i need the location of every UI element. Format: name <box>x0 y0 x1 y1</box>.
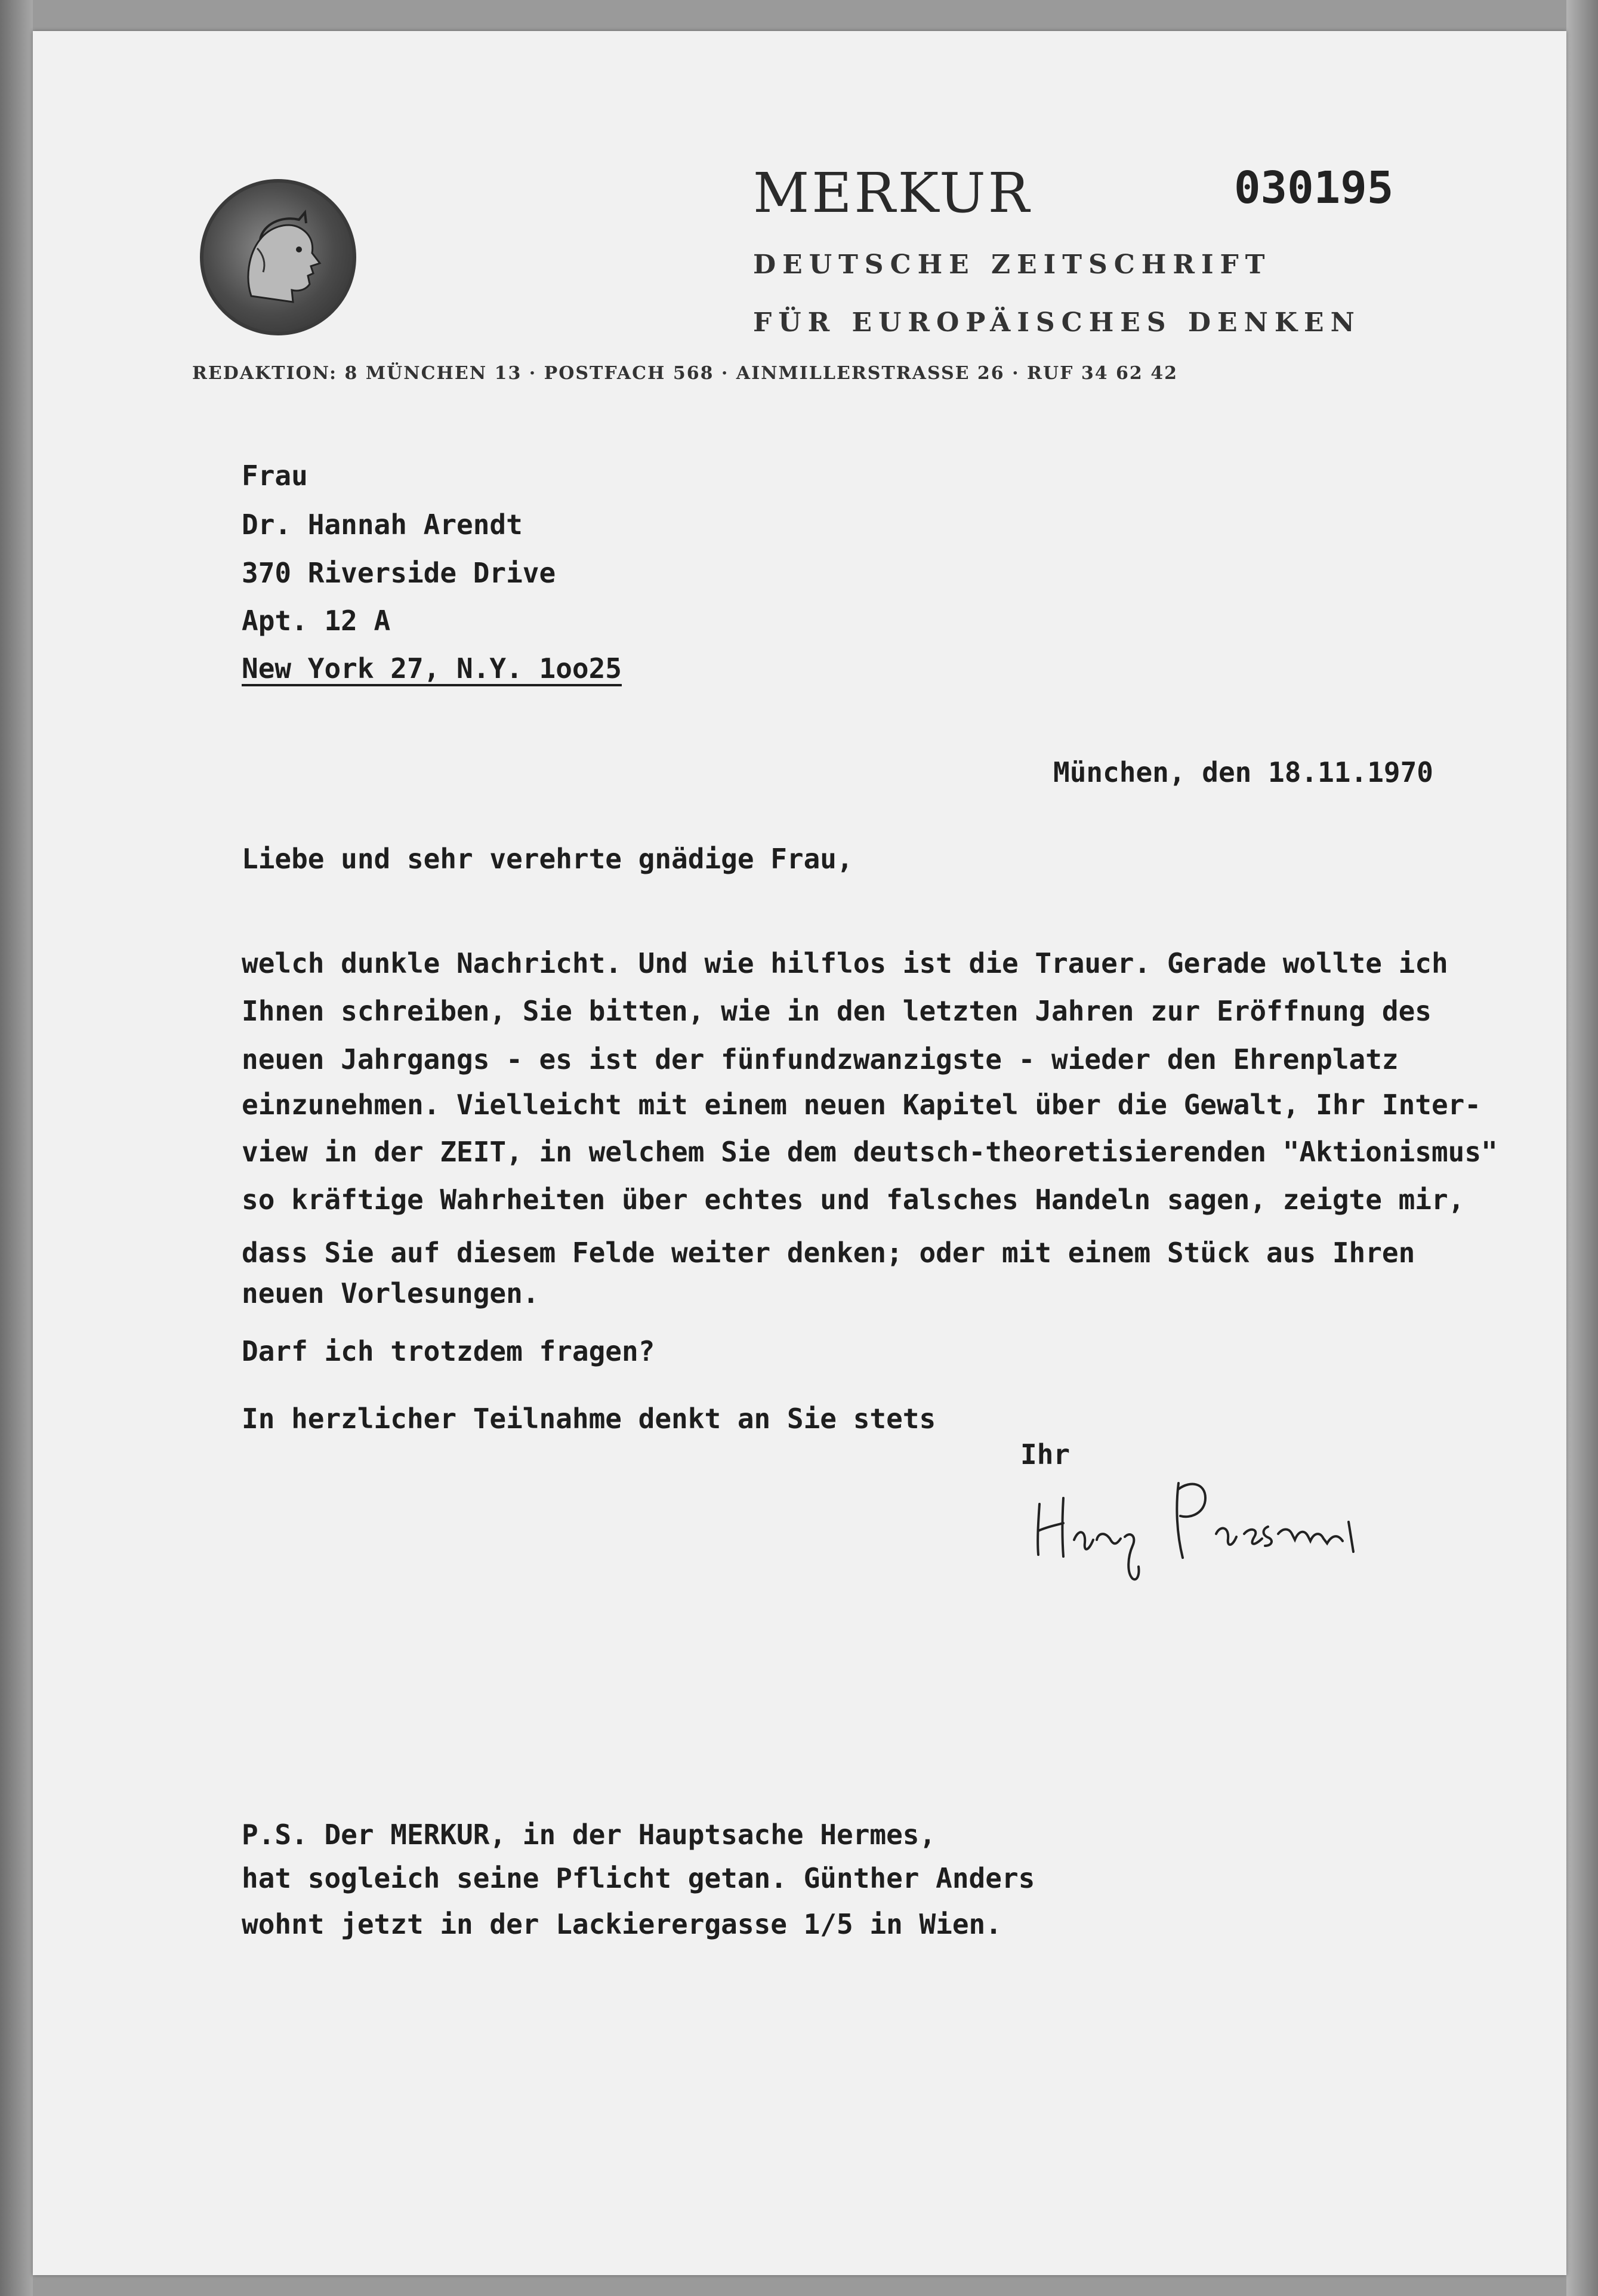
recipient-street: 370 Riverside Drive <box>242 557 556 589</box>
scan-border-left <box>0 0 33 2296</box>
question-line: Darf ich trotzdem fragen? <box>242 1335 655 1367</box>
body-line: dass Sie auf diesem Felde weiter denken; oder mit einem Stück aus Ihren <box>242 1237 1415 1269</box>
archive-number: 030195 <box>1234 162 1394 214</box>
recipient-salutation: Frau <box>242 460 308 492</box>
editorial-address: REDAKTION: 8 MÜNCHEN 13 · POSTFACH 568 · AINMILLERSTRASSE 26 · RUF 34 62 42 <box>192 363 1178 384</box>
closing-word: Ihr <box>1020 1438 1071 1471</box>
recipient-name: Dr. Hannah Arendt <box>242 508 523 541</box>
recipient-city: New York 27, N.Y. 1oo25 <box>242 652 622 685</box>
body-line: neuen Vorlesungen. <box>242 1277 539 1309</box>
body-line: neuen Jahrgangs - es ist der fünfundzwanzigste - wieder den Ehrenplatz <box>242 1043 1399 1075</box>
scan-border-right <box>1566 0 1598 2296</box>
closing-line: In herzlicher Teilnahme denkt an Sie stets <box>242 1403 936 1435</box>
magazine-subtitle-line2: FÜR EUROPÄISCHES DENKEN <box>753 307 1361 338</box>
magazine-subtitle-line1: DEUTSCHE ZEITSCHRIFT <box>753 249 1272 280</box>
recipient-apartment: Apt. 12 A <box>242 605 391 637</box>
postscript-line: hat sogleich seine Pflicht getan. Günther Anders <box>242 1862 1035 1894</box>
body-line: view in der ZEIT, in welchem Sie dem deutsch-theoretisierenden "Aktionismus" <box>242 1136 1498 1168</box>
magazine-title: MERKUR <box>753 161 1032 225</box>
body-line: welch dunkle Nachricht. Und wie hilflos ist die Trauer. Gerade wollte ich <box>242 947 1448 979</box>
letter-date: München, den 18.11.1970 <box>1053 756 1433 788</box>
postscript-line: wohnt jetzt in der Lackierergasse 1/5 in Wien. <box>242 1908 1002 1940</box>
body-line: Ihnen schreiben, Sie bitten, wie in den letzten Jahren zur Eröffnung des <box>242 995 1432 1027</box>
hermes-coin-icon <box>200 179 356 335</box>
body-line: einzunehmen. Vielleicht mit einem neuen Kapitel über die Gewalt, Ihr Inter- <box>242 1089 1482 1121</box>
handwritten-signature <box>1026 1456 1372 1594</box>
postscript-line: P.S. Der MERKUR, in der Hauptsache Hermes, <box>242 1819 936 1851</box>
body-line: so kräftige Wahrheiten über echtes und falsches Handeln sagen, zeigte mir, <box>242 1184 1465 1216</box>
greeting: Liebe und sehr verehrte gnädige Frau, <box>242 843 853 875</box>
